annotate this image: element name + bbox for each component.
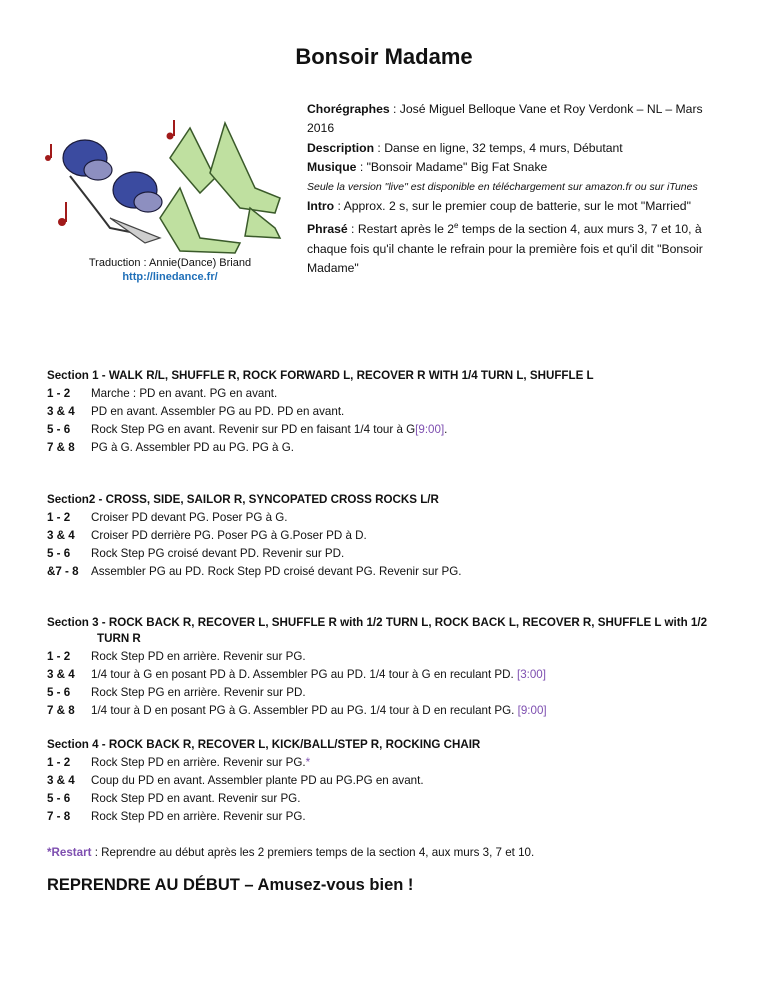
wall-direction: [9:00]	[415, 423, 445, 436]
step-count: 7 & 8	[47, 441, 75, 454]
step-text: Rock Step PG croisé devant PD. Revenir sur PD.	[91, 547, 345, 560]
step-tail: .	[444, 423, 448, 436]
step-text: Rock Step PD en arrière. Revenir sur PG.	[91, 810, 306, 823]
step-count: 1 - 2	[47, 756, 71, 769]
section-3-title: Section 3 - ROCK BACK R, RECOVER L, SHUFFLE R with 1/2 TURN L, ROCK BACK L, RECOVER R, SHUFFLE L with 1/2	[47, 616, 708, 629]
translator-text: Traduction : Annie(Dance) Briand	[88, 257, 252, 269]
step-text: PD en avant. Assembler PG au PD. PD en avant.	[91, 405, 345, 418]
music-label: Musique	[307, 160, 357, 175]
music-text: : "Bonsoir Madame" Big Fat Snake	[356, 160, 548, 175]
step-row	[47, 649, 737, 665]
step-row	[47, 404, 737, 420]
section-3-title-cont: TURN R	[97, 632, 141, 645]
step-text: Rock Step PD en arrière. Revenir sur PG.	[91, 756, 306, 769]
music	[307, 158, 717, 177]
step-count: 1 - 2	[47, 511, 71, 524]
wall-direction: [9:00]	[517, 704, 547, 717]
step-count: 5 - 6	[47, 686, 71, 699]
step-row	[47, 510, 737, 526]
step-row	[47, 685, 737, 701]
step-row	[47, 440, 737, 456]
step-count: 3 & 4	[47, 405, 75, 418]
choreo-label: Chorégraphes	[307, 102, 390, 116]
phrasing	[307, 216, 717, 278]
step-row	[47, 564, 737, 580]
step-text: 1/4 tour à D en posant PG à G. Assembler PD au PG. 1/4 tour à D en reculant PG.	[91, 704, 518, 717]
step-count: 3 & 4	[47, 774, 75, 787]
step-count: 5 - 6	[47, 547, 71, 560]
wall-direction: [3:00]	[516, 668, 546, 681]
step-count: 1 - 2	[47, 387, 71, 400]
step-row	[47, 755, 737, 771]
phrase-text-b: temps de la section 4, aux murs 3, 7 et 10, à chaque fois qu'il chante le refrain pour la première fois et qu'il dit "Bonsoir Madame"	[307, 222, 703, 276]
restart-marker: *	[305, 756, 311, 769]
step-text: Rock Step PG en avant. Revenir sur PD en faisant 1/4 tour à G	[91, 423, 416, 436]
step-count: 5 - 6	[47, 792, 71, 805]
step-row	[47, 791, 737, 807]
step-count: 5 - 6	[47, 423, 71, 436]
step-row	[47, 667, 737, 683]
step-text: Marche : PD en avant. PG en avant.	[91, 387, 278, 400]
intro	[307, 197, 717, 216]
dance-info	[307, 100, 717, 279]
section-1-title: Section 1 - WALK R/L, SHUFFLE R, ROCK FORWARD L, RECOVER R WITH 1/4 TURN L, SHUFFLE L	[47, 369, 594, 382]
step-row	[47, 703, 737, 719]
choreographers	[307, 100, 717, 139]
translation-credit	[60, 256, 280, 284]
restart-text: : Reprendre au début après les 2 premiers temps de la section 4, aux murs 3, 7 et 10.	[91, 846, 535, 859]
dancing-shoes-icon	[40, 118, 285, 258]
step-text: PG à G. Assembler PD au PG. PG à G.	[91, 441, 294, 454]
step-text: Rock Step PD en avant. Revenir sur PG.	[91, 792, 301, 805]
step-text: Croiser PD devant PG. Poser PG à G.	[91, 511, 288, 524]
page-title: Bonsoir Madame	[295, 44, 473, 69]
step-text: Croiser PD derrière PG. Poser PG à G.Poser PD à D.	[91, 529, 367, 542]
step-row	[47, 386, 737, 402]
step-row	[47, 546, 737, 562]
step-text: Rock Step PD en arrière. Revenir sur PG.	[91, 650, 306, 663]
step-text: Rock Step PG en arrière. Revenir sur PD.	[91, 686, 306, 699]
phrase-label: Phrasé	[307, 222, 348, 237]
restart-label: *Restart	[47, 846, 92, 859]
availability-note: Seule la version "live" est disponible en téléchargement sur amazon.fr ou sur iTunes	[307, 180, 698, 193]
intro-text: : Approx. 2 s, sur le premier coup de batterie, sur le mot "Married"	[334, 199, 691, 214]
choreo-text: : José Miguel Belloque Vane et Roy Verdonk – NL – Mars 2016	[307, 102, 703, 136]
step-count: &7 - 8	[47, 565, 79, 578]
desc-label: Description	[307, 140, 375, 155]
step-text: 1/4 tour à G en posant PD à D. Assembler PG au PD. 1/4 tour à G en reculant PD.	[91, 668, 517, 681]
step-row	[47, 422, 737, 438]
section-2-title: Section2 - CROSS, SIDE, SAILOR R, SYNCOPATED CROSS ROCKS L/R	[47, 493, 439, 506]
step-text: Coup du PD en avant. Assembler plante PD au PG.PG en avant.	[91, 774, 424, 787]
website-link[interactable]: http://linedance.fr/	[122, 271, 218, 283]
step-count: 1 - 2	[47, 650, 71, 663]
step-count: 3 & 4	[47, 668, 75, 681]
step-text: Assembler PG au PD. Rock Step PD croisé devant PG. Revenir sur PG.	[91, 565, 462, 578]
step-count: 3 & 4	[47, 529, 75, 542]
restart-note	[47, 845, 737, 861]
step-row	[47, 809, 737, 825]
closing-line: REPRENDRE AU DÉBUT – Amusez-vous bien !	[47, 876, 414, 894]
intro-label: Intro	[307, 199, 335, 214]
description	[307, 139, 717, 158]
step-row	[47, 528, 737, 544]
phrase-sup: e	[454, 221, 459, 231]
section-4-title: Section 4 - ROCK BACK R, RECOVER L, KICK/BALL/STEP R, ROCKING CHAIR	[47, 738, 481, 751]
desc-text: : Danse en ligne, 32 temps, 4 murs, Débutant	[374, 140, 623, 155]
step-row	[47, 773, 737, 789]
phrase-text-a: : Restart après le 2	[347, 222, 455, 237]
step-count: 7 & 8	[47, 704, 75, 717]
step-count: 7 - 8	[47, 810, 71, 823]
